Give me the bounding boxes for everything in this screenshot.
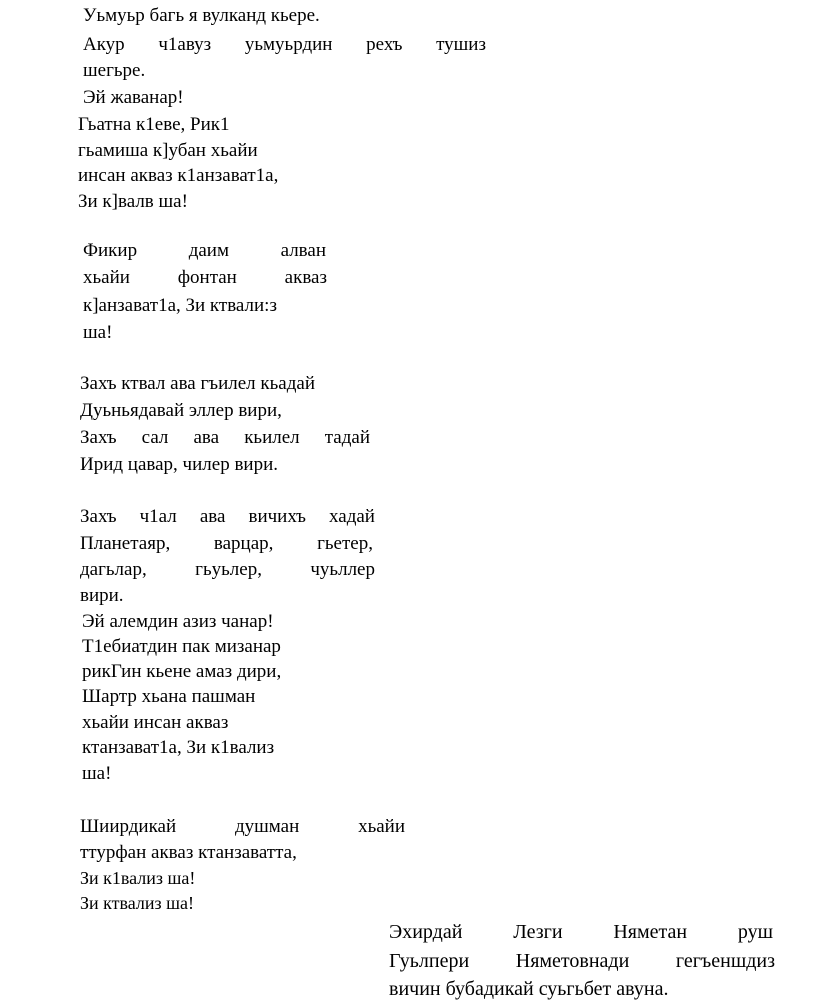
word: гьетер, bbox=[317, 533, 373, 554]
poem-line-2 bbox=[83, 35, 486, 54]
poem-line-22: Т1ебиатдин пак мизанар bbox=[82, 636, 281, 657]
poem-line-26: ктанзават1а, Зи к1вализ bbox=[82, 737, 275, 758]
dedication-line-3: вичин бубадикай суьгьбет авуна. bbox=[389, 978, 669, 1000]
poem-line-6: гьамиша к]убан хьайи bbox=[78, 140, 258, 161]
word: сал bbox=[141, 427, 169, 448]
word: чуьллер bbox=[310, 559, 375, 580]
word: Фикир bbox=[83, 240, 138, 261]
word: дагьлар, bbox=[80, 559, 147, 580]
poem-line-3: шегьре. bbox=[83, 60, 146, 81]
poem-line-4: Эй жаванар! bbox=[83, 87, 184, 108]
poem-line-15 bbox=[80, 428, 370, 447]
poem-line-1: Уьмуьр багь я вулканд кьере. bbox=[83, 5, 320, 26]
word: ава bbox=[199, 506, 226, 527]
poem-line-5: Гьатна к1еве, Рик1 bbox=[78, 114, 230, 135]
word: Эхирдай bbox=[389, 921, 463, 943]
poem-line-10 bbox=[83, 268, 327, 287]
poem-line-30: Зи к1вализ ша! bbox=[80, 868, 196, 888]
word: Няметовнади bbox=[515, 950, 630, 972]
poem-line-12: ша! bbox=[83, 322, 113, 343]
dedication-line-2 bbox=[389, 951, 775, 971]
poem-line-14: Дуьньядавай эллер вири, bbox=[80, 400, 282, 421]
word: руш bbox=[737, 921, 773, 943]
word: Захъ bbox=[80, 506, 117, 527]
word: даим bbox=[188, 240, 229, 261]
word: фонтан bbox=[177, 267, 237, 288]
poem-line-9 bbox=[83, 241, 326, 260]
word: вичихъ bbox=[248, 506, 306, 527]
poem-line-18 bbox=[80, 534, 373, 553]
poem-line-23: рикГин кьене амаз дири, bbox=[82, 661, 282, 682]
poem-line-29: ттурфан акваз ктанзаватта, bbox=[80, 842, 297, 863]
poem-line-17 bbox=[80, 507, 375, 526]
poem-line-20: вири. bbox=[80, 585, 124, 606]
word: Захъ bbox=[80, 427, 117, 448]
poem-line-8: Зи к]валв ша! bbox=[78, 191, 188, 212]
dedication-line-1 bbox=[389, 922, 773, 942]
poem-line-28 bbox=[80, 817, 405, 836]
poem-line-16: Ирид цавар, чилер вири. bbox=[80, 454, 279, 475]
word: хьайи bbox=[358, 816, 405, 837]
poem-line-31: Зи ктвализ ша! bbox=[80, 893, 195, 913]
word: Лезги bbox=[513, 921, 563, 943]
poem-line-19 bbox=[80, 560, 375, 579]
word: рехъ bbox=[366, 34, 403, 55]
word: гьуьлер, bbox=[195, 559, 262, 580]
word: хадай bbox=[329, 506, 375, 527]
word: алван bbox=[280, 240, 326, 261]
word: Шиирдикай bbox=[80, 816, 177, 837]
word: Планетаяр, bbox=[80, 533, 171, 554]
word: тадай bbox=[324, 427, 370, 448]
word: тушиз bbox=[436, 34, 486, 55]
poem-line-21: Эй алемдин азиз чанар! bbox=[82, 611, 274, 632]
word: ч1авуз bbox=[158, 34, 212, 55]
word: Акур bbox=[83, 34, 125, 55]
poem-line-24: Шартр хьана пашман bbox=[82, 686, 256, 707]
word: ч1ал bbox=[139, 506, 177, 527]
word: ава bbox=[193, 427, 220, 448]
poem-line-13: Захъ ктвал ава гъилел кьадай bbox=[80, 373, 316, 394]
word: кьилел bbox=[244, 427, 300, 448]
word: Няметан bbox=[613, 921, 688, 943]
poem-line-11: к]анзават1а, Зи ктвали:з bbox=[83, 295, 277, 316]
word: Гуьлпери bbox=[389, 950, 470, 972]
poem-line-25: хьайи инсан акваз bbox=[82, 712, 229, 733]
word: варцар, bbox=[213, 533, 274, 554]
word: душман bbox=[234, 816, 300, 837]
poem-line-7: инсан акваз к1анзават1а, bbox=[78, 165, 279, 186]
word: гегъеншдиз bbox=[675, 950, 775, 972]
poem-line-27: ша! bbox=[82, 763, 112, 784]
word: уьмуьрдин bbox=[244, 34, 333, 55]
word: акваз bbox=[284, 267, 327, 288]
word: хьайи bbox=[83, 267, 130, 288]
